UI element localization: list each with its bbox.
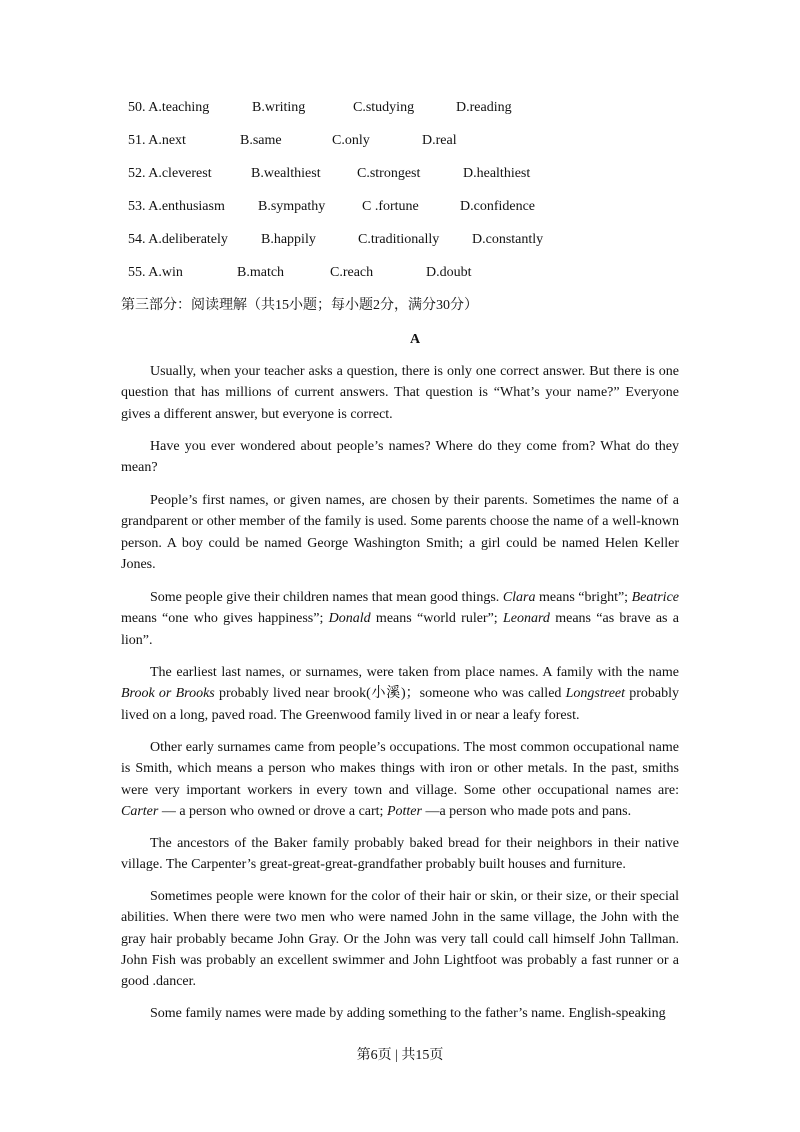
text-run: — a person who owned or drove a cart; <box>158 803 387 819</box>
page-footer: 第6页 | 共15页 <box>356 1048 444 1063</box>
option-d: D.doubt <box>426 265 472 280</box>
option-d: D.real <box>422 133 457 148</box>
option-d: D.healthiest <box>463 166 531 181</box>
text-run: probably lived near brook(小溪)；someone who was called <box>214 686 566 702</box>
name-example: Leonard <box>502 611 550 627</box>
paragraph-1: Usually, when your teacher asks a question, there is only one correct answer. But there is one question that has millions of current answers. That question is “What’s your name?” Everyone gives a different answer, but everyone is correct. <box>121 364 679 422</box>
option-b: B.happily <box>261 232 316 247</box>
option-b: B.sympathy <box>258 199 326 214</box>
paragraph-4 <box>121 587 679 651</box>
paragraph-8: Sometimes people were known for the color of their hair or skin, or their size, or their special abilities. When there were two men who were named John in the same village, the John with the gray hair probably became John Gray. Or the John was very tall could call himself John Tallman. John Fish was probably an excellent swimmer and John Lightfoot was probably a fast runner or a good .dancer. <box>121 889 679 990</box>
paragraph-7: The ancestors of the Baker family probably baked bread for their neighbors in their native village. The Carpenter’s great-great-great-grandfather probably built houses and furniture. <box>121 836 679 873</box>
option-b: B.writing <box>252 100 306 115</box>
text-run: Some people give their children names that mean good things. <box>150 590 503 605</box>
text-run: probably lived on a long, paved road. The Greenwood family lived in or near a leafy forest. <box>121 686 680 723</box>
text-run: means “bright”; <box>535 590 632 605</box>
option-d: D.confidence <box>460 199 536 214</box>
option-a: 51. A.next <box>128 133 186 148</box>
option-b: B.same <box>240 133 282 148</box>
option-c: C.only <box>332 133 370 148</box>
text-run: —a person who made pots and pans. <box>421 803 632 819</box>
paragraph-2: Have you ever wondered about people’s names? Where do they come from? What do they mean? <box>121 439 679 476</box>
text-run: Other early surnames came from people’s occupations. The most common occupational name is Smith, which means a person who makes things with iron or other metals. In the past, smiths were very important workers in every town and village. Some other occupational names are: <box>121 740 679 798</box>
option-c: C.studying <box>353 100 415 115</box>
name-example: Donald <box>328 611 371 627</box>
name-example: Clara <box>502 590 536 605</box>
name-example: Carter <box>121 803 159 819</box>
name-example: Potter <box>386 803 422 819</box>
option-a: 55. A.win <box>128 265 183 280</box>
option-c: C.reach <box>330 265 374 280</box>
option-d: D.constantly <box>472 232 544 247</box>
option-b: B.wealthiest <box>251 166 321 181</box>
text-run: The earliest last names, or surnames, were taken from place names. A family with the name <box>150 665 679 680</box>
text-run: means “one who gives happiness”; <box>121 611 329 627</box>
option-a: 52. A.cleverest <box>128 166 212 181</box>
option-a: 54. A.deliberately <box>128 232 228 247</box>
paragraph-5 <box>121 662 679 726</box>
paragraph-6 <box>121 737 679 822</box>
option-c: C.strongest <box>357 166 421 181</box>
paragraph-3: People’s first names, or given names, are chosen by their parents. Sometimes the name of a grandparent or other member of the family is used. Some parents choose the name of a well-known person. A boy could be named George Washington Smith; a girl could be named Helen Keller Jones. <box>121 493 679 572</box>
name-example: Brook or Brooks <box>121 686 215 702</box>
option-c: C .fortune <box>362 199 419 214</box>
name-example: Longstreet <box>565 686 626 702</box>
option-d: D.reading <box>456 100 512 115</box>
option-a: 53. A.enthusiasm <box>128 199 225 214</box>
option-b: B.match <box>237 265 285 280</box>
paragraph-9: Some family names were made by adding something to the father’s name. English-speaking <box>150 1006 666 1021</box>
text-run: means “world ruler”; <box>370 611 503 627</box>
text-run: means “as brave as a lion”. <box>121 611 679 648</box>
name-example: Beatrice <box>631 590 679 605</box>
passage-label: A <box>409 332 421 347</box>
option-a: 50. A.teaching <box>128 100 210 115</box>
option-c: C.traditionally <box>358 232 440 247</box>
section-title: 第三部分：阅读理解（共15小题；每小题2分，满分30分） <box>121 298 478 313</box>
